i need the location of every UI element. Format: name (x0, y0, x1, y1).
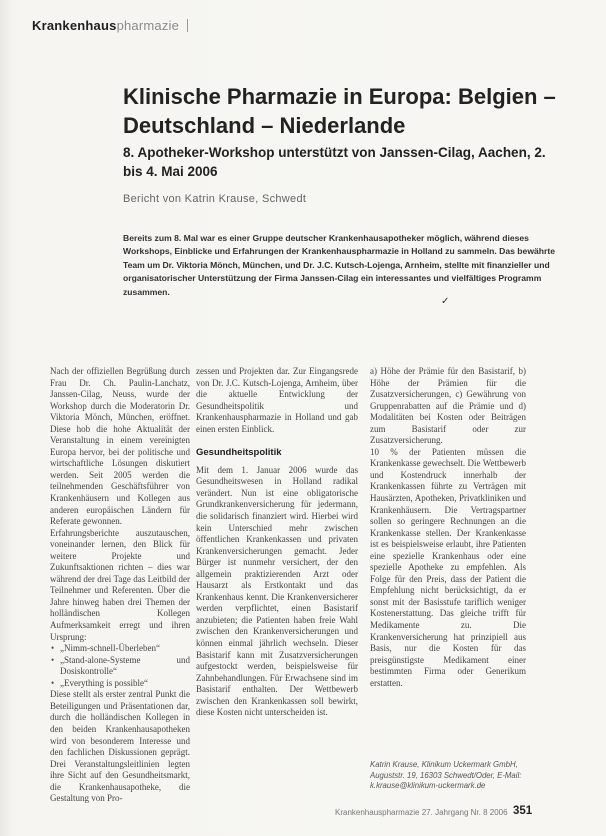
article-subtitle: 8. Apotheker-Workshop unterstützt von Janssen-Cilag, Aachen, 2. bis 4. Mai 2006 (123, 145, 546, 179)
body-paragraph: Diese stellt als erster zentral Punkt die Beteiligungen und Präsentationen dar, durch die holländischen Kollegen in den beiden Krankenhausapotheken wird von besonderem Interesse und den fachlichen Diskussionen geprägt. Drei Veranstaltungsleitlinien legten ihre Sicht auf den Gesundheitsmarkt, die Krankenhausapotheke, die Gestaltung von Pro- (50, 689, 190, 804)
running-head-divider (187, 19, 188, 32)
list-item: • „Everything is possible“ (60, 678, 190, 690)
body-paragraph: Erfahrungsberichte auszutauschen, voneinander lernen, den Blick für weitere Projekte und Zukunftsaktionen richten – dies war während der drei Tage das Leitbild der Teilnehmer und Referenten. Über die Jahre hinweg haben drei Themen der holländischen Kollegen Aufmerksamkeit erregt und ihren Ursprung: (50, 527, 190, 642)
bullet-list (50, 643, 190, 689)
body-paragraph: zessen und Projekten dar. Zur Eingangsrede von Dr. J.C. Kutsch-Lojenga, Arnheim, über die aktuelle Entwicklung der Gesundheitspolitik und Krankenhauspharmazie in Holland und gab einen ersten Einblick. (196, 366, 358, 434)
list-item: • „Stand-alone-Systeme und Dosiskontrolle“ (60, 655, 190, 678)
body-paragraph: a) Höhe der Prämie für den Basistarif, b) Höhe der Prämien für die Zusatzversicherungen, c) Gewährung von Gruppenrabatten auf die Prämie und d) Modalitäten bei Kosten oder Beiträgen zum Basistarif oder zur Zusatzversicherung. (370, 366, 526, 446)
body-paragraph: Mit dem 1. Januar 2006 wurde das Gesundheitswesen in Holland radikal verändert. Nun ist eine obligatorische Grundkrankenversicherung für jedermann, die solidarisch finanziert wird. Hierbei wird kein Unterschied mehr zwischen öffentlichen Krankenkassen und privaten Krankenversicherungen gemacht. Jeder Bürger ist nunmehr versichert, der den allgemein praktizierenden Arzt oder Hausarzt als Erstkontakt und das Krankenhaus kennt. Die Krankenversicherer werden verpflichtet, einen Basistarif anzubieten; die Patienten haben freie Wahl zwischen den Krankenversicherungen und können einmal jährlich wechseln. Dieser Basistarif kann mit Zusatzversicherungen aufgestockt werden, beispielsweise für Zahnbehandlungen. Für Erwachsene sind im Basistarif enthalten. Der Wettbewerb zwischen den Krankenkassen soll bewirkt, diese Kosten nicht unterscheiden ist. (196, 464, 358, 718)
page-number: 351 (513, 805, 533, 817)
section-heading: Gesundheitspolitik (196, 447, 282, 459)
handwritten-mark: ✓ (441, 296, 450, 307)
body-column-3 (370, 366, 526, 689)
running-head-secondary: pharmazie (116, 18, 180, 33)
article-title: Klinische Pharmazie in Europa: Belgien – Deutschland – Niederlande (123, 84, 556, 138)
body-paragraph: Nach der offiziellen Begrüßung durch Frau Dr. Ch. Paulin-Lanchatz, Janssen-Cilag, Neuss, wurde der Workshop durch die Moderatorin Dr. Viktoria Mönch, München, eröffnet. Diese hob die hohe Aktualität der Veranstaltung in einem vereinigten Europa hervor, bei der politische und wirtschaftliche Lösungen diskutiert werden. Seit 2005 werden die teilnehmenden Geschäftsführer von Krankenhäusern und Kollegen aus anderen europäischen Ländern für Referate gewonnen. (50, 366, 190, 527)
body-paragraph: 10 % der Patienten müssen die Krankenkasse gewechselt. Die Wettbewerb und Kostendruck innerhalb der Krankenkassen führte zu Verträgen mit Hausärzten, Apotheken, Privatkliniken und Krankenhäusern. Die Vertragspartner sollen so geringere Rechnungen an die Krankenkasse stellen. Der Krankenkasse ist es beispielsweise erlaubt, ihre Patienten eine spezielle Krankenhaus oder eine spezielle Apotheke zu empfehlen. Als Folge für den Preis, dass der Patient die Empfehlung nicht berücksichtigt, da er sonst mit der Basisstufe tariflich weniger Kostenerstattung. Das gleiche trifft für Medikamente zu. Die Krankenversicherung hat prinzipiell aus Basis, nur die Kosten für das preisgünstigste Medikament einer bestimmten Firma oder Generikum erstatten. (370, 446, 526, 688)
page-footer (335, 806, 550, 820)
article-byline: Bericht von Katrin Krause, Schwedt (123, 193, 307, 205)
body-column-2 (196, 366, 358, 719)
article-intro: Bereits zum 8. Mal war es einer Gruppe deutscher Krankenhausapotheker möglich, während dieses Workshops, Einblicke und Erfahrungen der Krankenhauspharmazie in Holland zu sammeln. Das bewährte Team um Dr. Viktoria Mönch, München, und Dr. J.C. Kutsch-Lojenga, Arnheim, stellte mit finanzieller und organisatorischer Unterstützung der Firma Janssen-Cilag ein interessantes und vielfältiges Programm zusammen. (123, 233, 556, 297)
author-contact: Katrin Krause, Klinikum Uckermark GmbH, Auguststr. 19, 16303 Schwedt/Oder, E-Mail: k.krause@klinikum-uckermark.de (370, 760, 522, 790)
list-item: • „Nimm-schnell-Überleben“ (60, 643, 190, 655)
running-head-primary: Krankenhaus (32, 18, 117, 33)
running-head (32, 18, 188, 33)
body-column-1 (50, 366, 190, 805)
footer-issue: Krankenhauspharmazie 27. Jahrgang Nr. 8 2006 (335, 808, 508, 817)
